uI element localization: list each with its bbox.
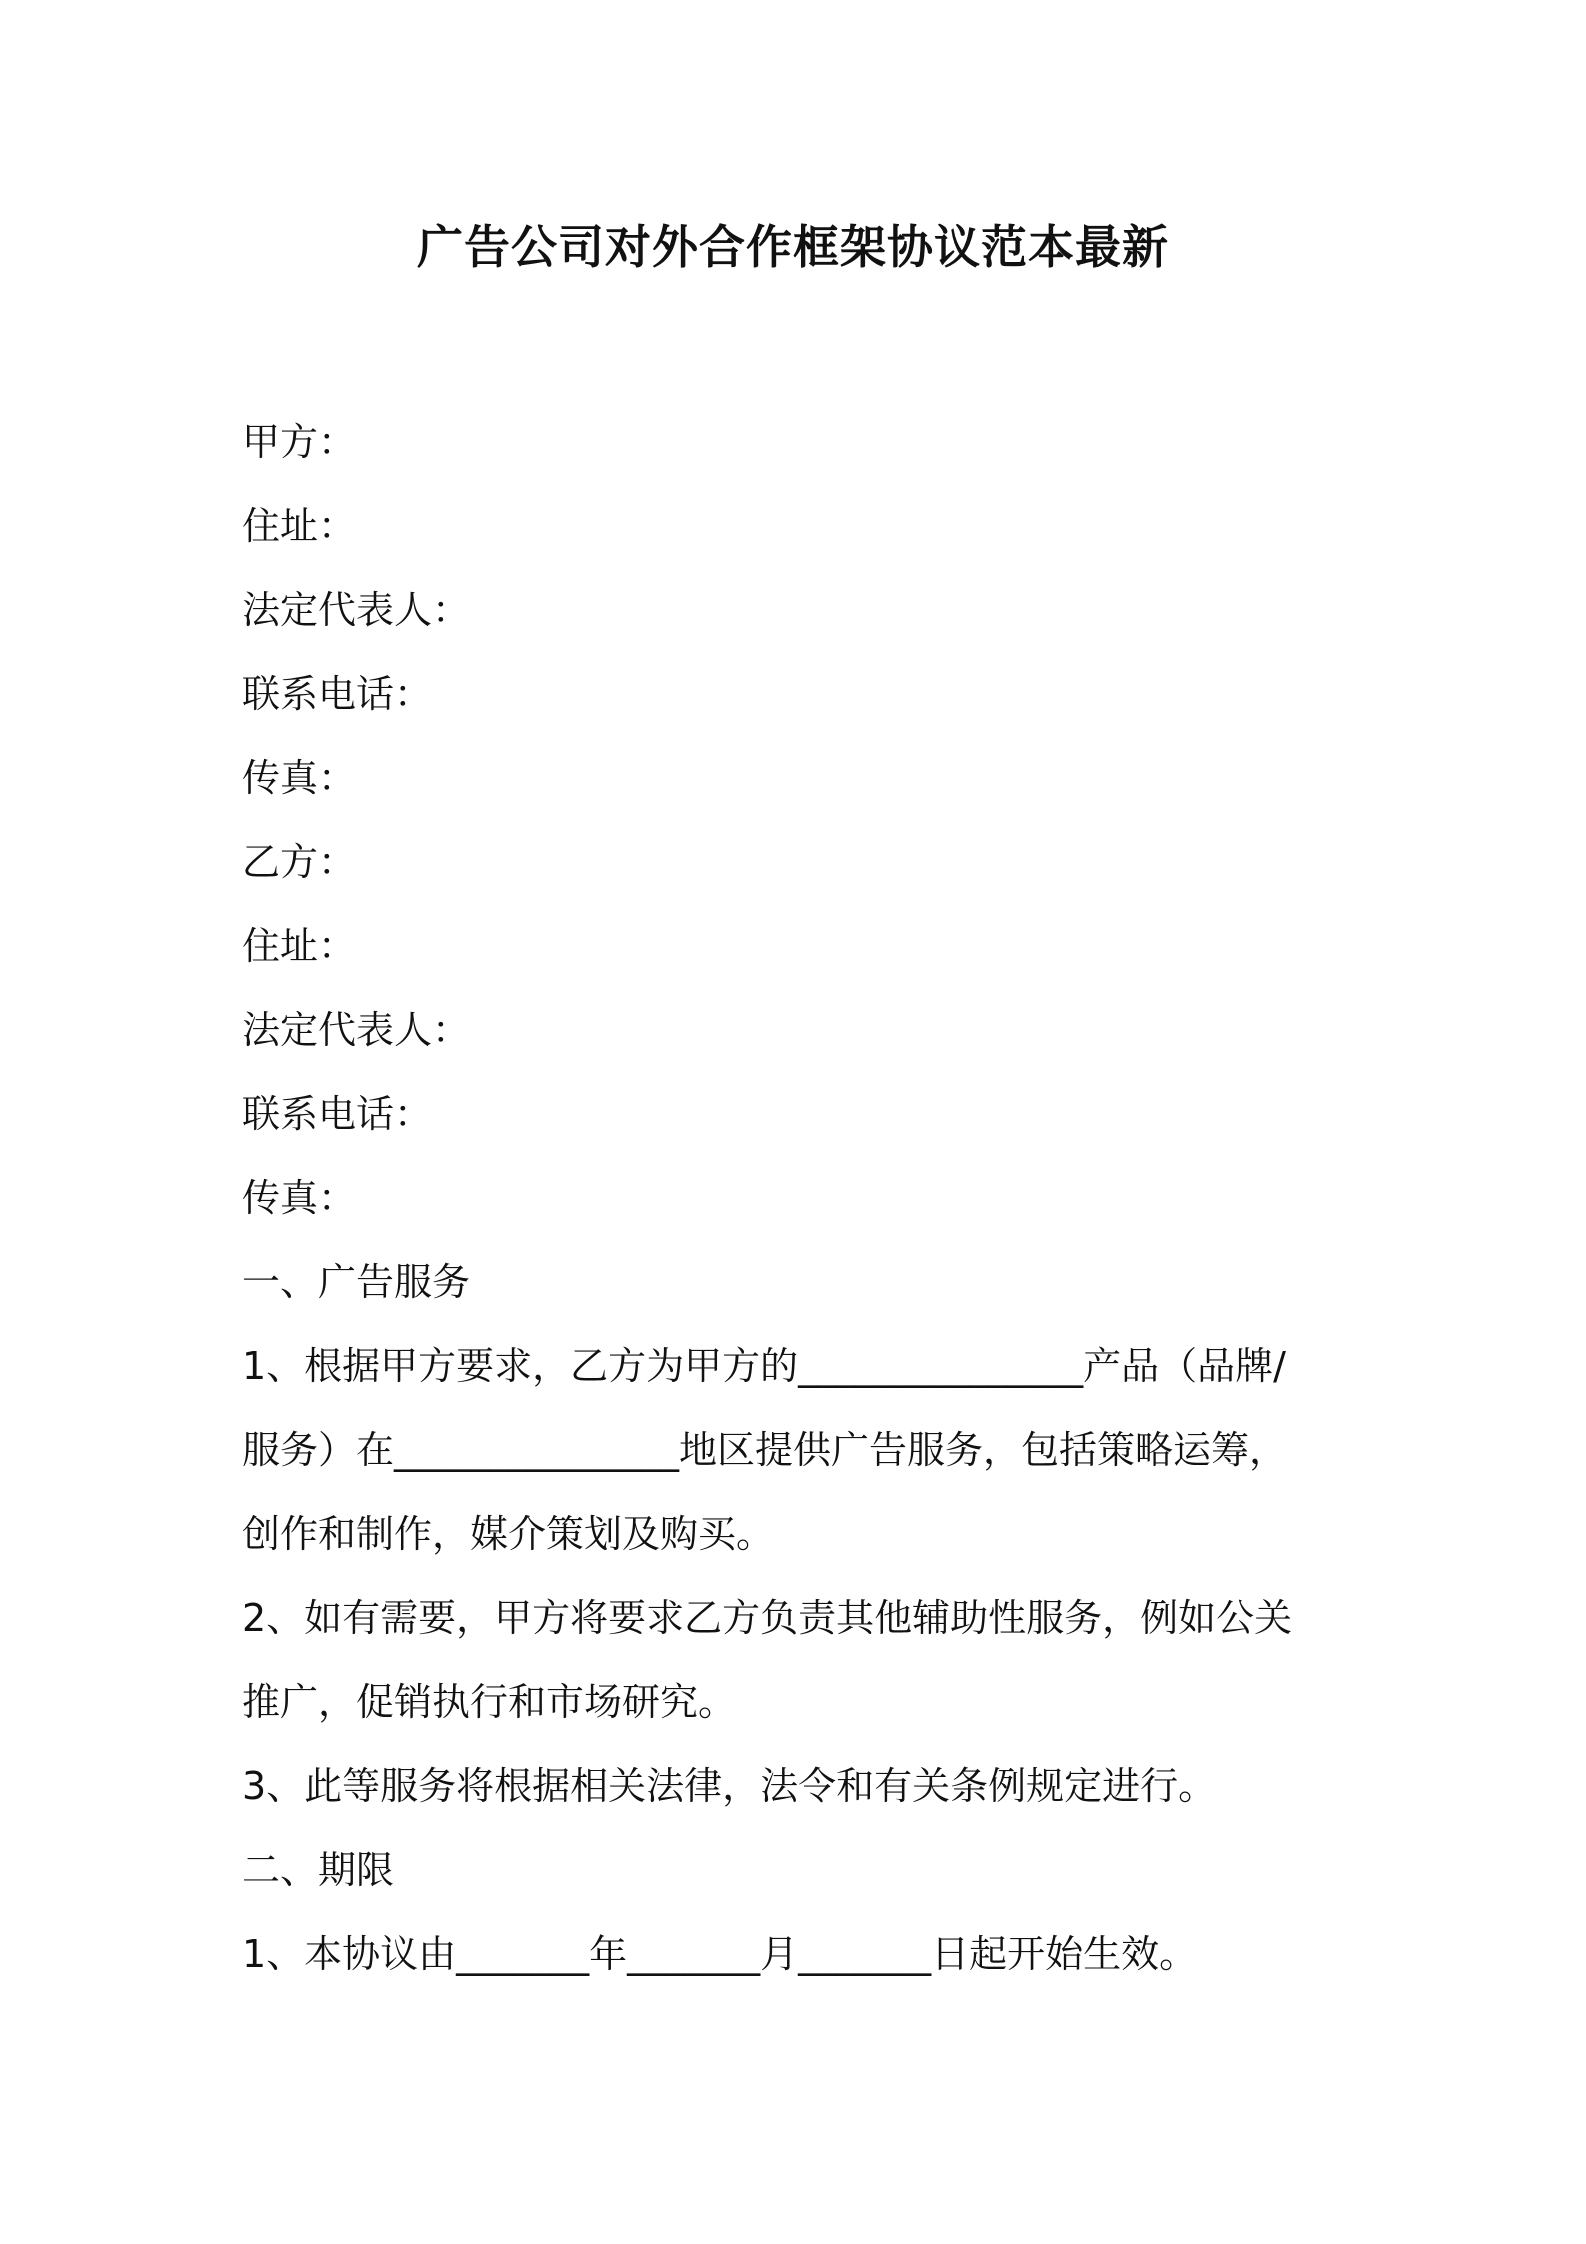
- party-b-name-label: 乙方：: [242, 840, 357, 884]
- section-1-clause-1-line-3: 创作和制作，媒介策划及购买。: [242, 1512, 775, 1556]
- party-a-address-label: 住址：: [242, 504, 357, 548]
- section-2-heading: 二、期限: [242, 1848, 395, 1892]
- party-b-phone-label: 联系电话：: [242, 1092, 433, 1136]
- party-a-fax-label: 传真：: [242, 756, 357, 800]
- party-b-address-label: 住址：: [242, 924, 357, 968]
- section-1-clause-2-line-2: 推广，促销执行和市场研究。: [242, 1680, 737, 1724]
- document-body: [242, 400, 1362, 1996]
- party-b-legal-rep-label: 法定代表人：: [242, 1008, 471, 1052]
- section-1-clause-1-line-2: 服务）在_______________地区提供广告服务，包括策略运筹，: [242, 1428, 1288, 1472]
- section-1-clause-3: 3、此等服务将根据相关法律，法令和有关条例规定进行。: [242, 1764, 1217, 1808]
- section-1-clause-1-line-1: 1、根据甲方要求，乙方为甲方的_______________产品（品牌/: [242, 1344, 1286, 1388]
- section-2-clause-1: 1、本协议由_______年_______月_______日起开始生效。: [242, 1932, 1198, 1976]
- section-1-heading: 一、广告服务: [242, 1260, 471, 1304]
- party-a-legal-rep-label: 法定代表人：: [242, 588, 471, 632]
- party-a-name-label: 甲方：: [242, 420, 357, 464]
- document-title: 广告公司对外合作框架协议范本最新: [417, 220, 1169, 274]
- section-1-clause-2-line-1: 2、如有需要，甲方将要求乙方负责其他辅助性服务，例如公关: [242, 1596, 1293, 1640]
- party-a-phone-label: 联系电话：: [242, 672, 433, 716]
- party-b-fax-label: 传真：: [242, 1176, 357, 1220]
